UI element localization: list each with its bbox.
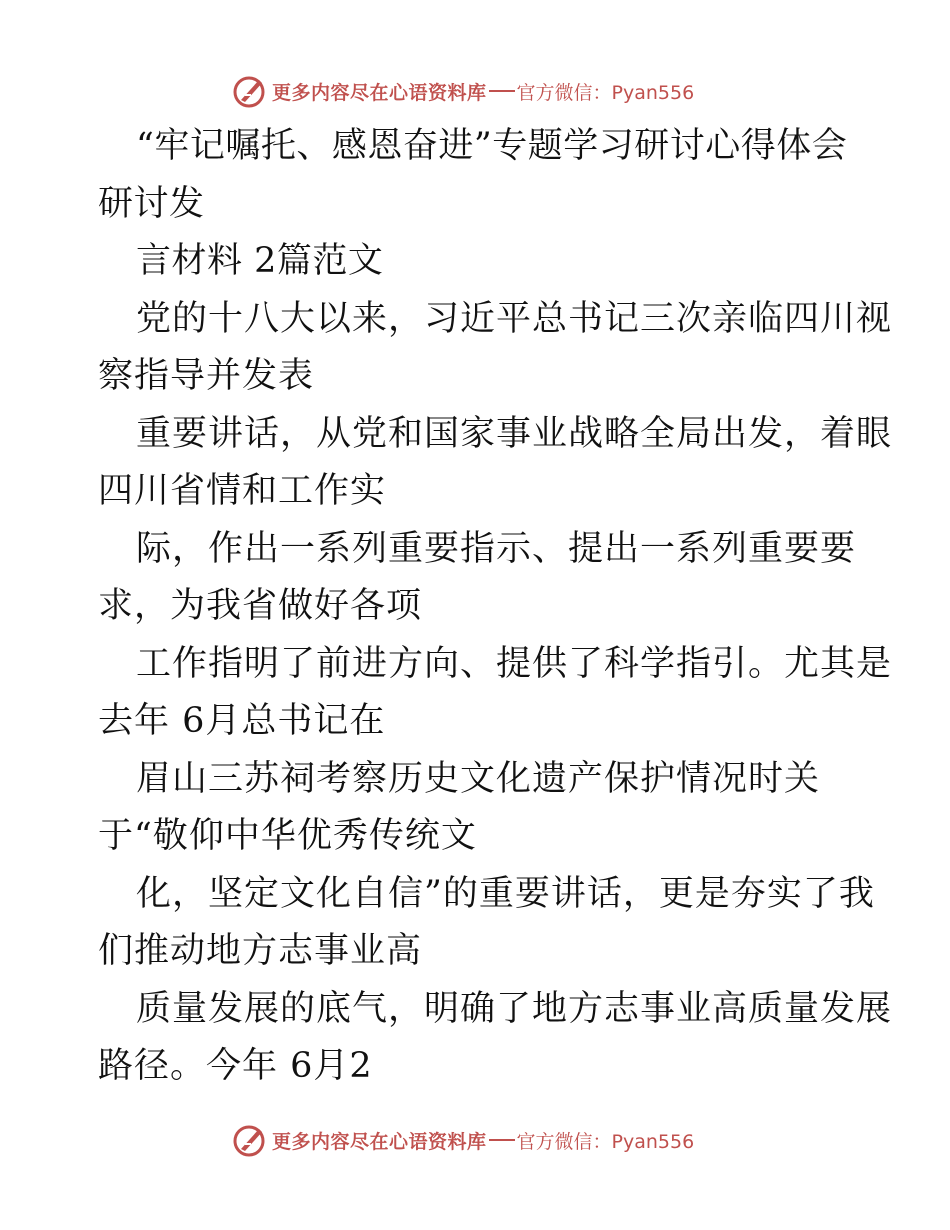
paragraph-line: 化，坚定文化自信”的重要讲话，更是夯实了我 xyxy=(136,873,875,914)
paragraph-line: 党的十八大以来，习近平总书记三次亲临四川视 xyxy=(136,298,893,339)
paragraph-line: 们推动地方志事业高 xyxy=(98,931,423,971)
paragraph-line: 眉山三苏祠考察历史文化遗产保护情况时关 xyxy=(136,758,821,799)
title-line-3: 言材料 2篇范文 xyxy=(136,241,384,281)
paragraph-line: 路径。今年 6月2 xyxy=(98,1046,373,1086)
watermark-text: 更多内容尽在心语资料库 xyxy=(272,1130,487,1153)
paragraph-line: 求，为我省做好各项 xyxy=(98,586,423,626)
title-line-1: “牢记嘱托、感恩奋进”专题学习研讨心得体会 xyxy=(136,126,848,166)
document-body xyxy=(98,118,893,1096)
paragraph-line: 四川省情和工作实 xyxy=(98,471,387,511)
paragraph-line: 工作指明了前进方向、提供了科学指引。尤其是 xyxy=(136,643,893,684)
quill-seal-icon xyxy=(232,73,268,109)
quill-seal-icon xyxy=(232,1122,268,1158)
paragraph-line: 察指导并发表 xyxy=(98,356,315,396)
watermark-dash xyxy=(489,90,515,92)
watermark-text: 更多内容尽在心语资料库 xyxy=(272,81,487,104)
watermark-dash xyxy=(489,1139,515,1141)
title-line-2: 研讨发 xyxy=(98,183,205,224)
paragraph-line: 质量发展的底气，明确了地方志事业高质量发展 xyxy=(136,988,893,1029)
paragraph-line: 重要讲话，从党和国家事业战略全局出发，着眼 xyxy=(136,413,893,454)
header-watermark xyxy=(232,71,694,111)
footer-watermark xyxy=(232,1120,694,1160)
paragraph-line: 去年 6月总书记在 xyxy=(98,701,386,741)
paragraph-line: 于“敬仰中华优秀传统文 xyxy=(98,816,477,856)
watermark-wechat: 官方微信：Pyan556 xyxy=(516,1130,695,1153)
paragraph-line: 际，作出一系列重要指示、提出一系列重要要 xyxy=(136,528,857,569)
watermark-wechat: 官方微信：Pyan556 xyxy=(516,81,695,104)
